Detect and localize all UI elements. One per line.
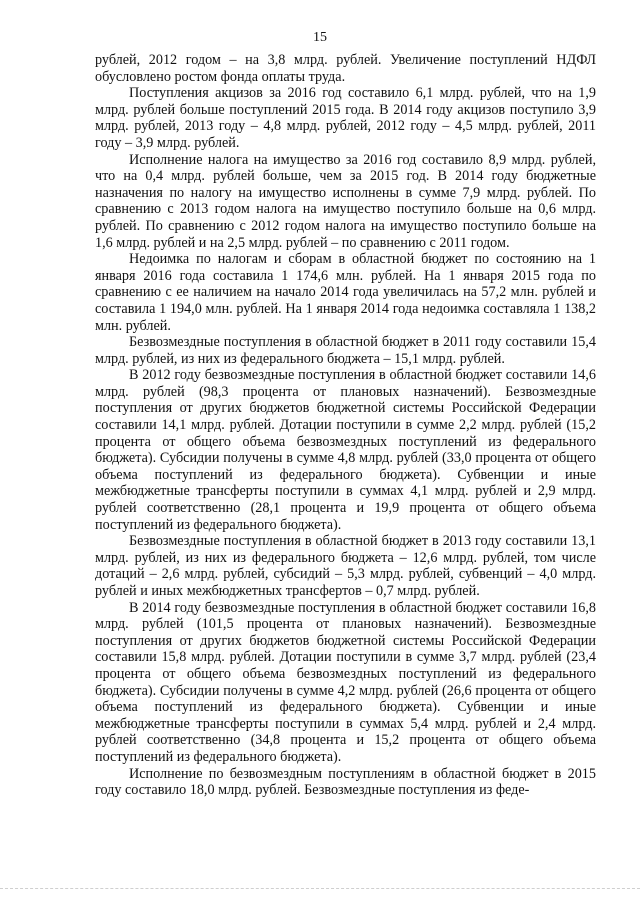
paragraph-property-tax: Исполнение налога на имущество за 2016 год составило 8,9 млрд. рублей, что на 0,4 млрд. рублей больше, чем за 2015 год. В 2014 году бюджетные назначения по налогу на имущество исполнены в сумме 7,9 млрд. рублей. По сравнению с 2013 годом налога на имущество поступило больше на 0,6 млрд. рублей. По сравнению с 2012 годом налога на имущество поступило больше на 1,6 млрд. рублей и на 2,5 млрд. рублей – по сравнению с 2011 годом. [95, 151, 596, 251]
paragraph-transfers-2014: В 2014 году безвозмездные поступления в областной бюджет составили 16,8 млрд. рублей (101,5 процента от плановых назначений). Безвозмездные поступления от других бюджетов бюджетной системы Российской Федерации составили 15,8 млрд. рублей. Дотации поступили в сумме 3,7 млрд. рублей (23,4 процента от общего объема безвозмездных поступлений из федерального бюджета). Субсидии получены в сумме 4,2 млрд. рублей (26,6 процента от общего объема поступлений из федерального бюджета). Субвенции и иные межбюджетные трансферты поступили в суммах 5,4 млрд. рублей и 2,4 млрд. рублей соответственно (34,8 процента и 15,2 процента от общего объема поступлений из федерального бюджета). [95, 599, 596, 765]
paragraph-transfers-2015: Исполнение по безвозмездным поступлениям в областной бюджет в 2015 году составило 18,0 млрд. рублей. Безвозмездные поступления из феде- [95, 765, 596, 799]
scan-edge-divider [0, 888, 640, 890]
paragraph-transfers-2012: В 2012 году безвозмездные поступления в областной бюджет составили 14,6 млрд. рублей (98,3 процента от плановых назначений). Безвозмездные поступления от других бюджетов бюджетной системы Российской Федерации составили 14,1 млрд. рублей. Дотации поступили в сумме 2,2 млрд. рублей (15,2 процента от общего объема безвозмездных поступлений из федерального бюджета). Субсидии получены в сумме 4,8 млрд. рублей (33,0 процента от общего объема поступлений из федерального бюджета). Субвенции и иные межбюджетные трансферты поступили в суммах 4,1 млрд. рублей и 2,9 млрд. рублей соответственно (28,1 процента и 19,9 процента от общего объема поступлений из федерального бюджета). [95, 367, 596, 533]
paragraph-excise: Поступления акцизов за 2016 год составило 6,1 млрд. рублей, что на 1,9 млрд. рублей больше поступлений 2015 года. В 2014 году акцизов поступило 3,9 млрд. рублей, 2013 году – 4,8 млрд. рублей, 2012 году – 4,5 млрд. рублей, 2011 году – 3,9 млрд. рублей. [95, 85, 596, 151]
body-text [95, 52, 596, 799]
paragraph-transfers-2013: Безвозмездные поступления в областной бюджет в 2013 году составили 13,1 млрд. рублей, из них из федерального бюджета – 12,6 млрд. рублей, том числе дотаций – 2,6 млрд. рублей, субсидий – 5,3 млрд. рублей, субвенций – 4,0 млрд. рублей и иных межбюджетных трансфертов – 0,7 млрд. рублей. [95, 533, 596, 599]
page-number: 15 [313, 30, 327, 45]
paragraph-arrears: Недоимка по налогам и сборам в областной бюджет по состоянию на 1 января 2016 года составила 1 174,6 млн. рублей. На 1 января 2015 года по сравнению с ее наличием на начало 2014 года увеличилась на 57,2 млн. рублей и составила 1 194,0 млн. рублей. На 1 января 2014 года недоимка составляла 1 138,2 млн. рублей. [95, 251, 596, 334]
paragraph-continuation: рублей, 2012 годом – на 3,8 млрд. рублей. Увеличение поступлений НДФЛ обусловлено ростом фонда оплаты труда. [95, 52, 596, 85]
paragraph-transfers-2011: Безвозмездные поступления в областной бюджет в 2011 году составили 15,4 млрд. рублей, из них из федерального бюджета – 15,1 млрд. рублей. [95, 334, 596, 367]
